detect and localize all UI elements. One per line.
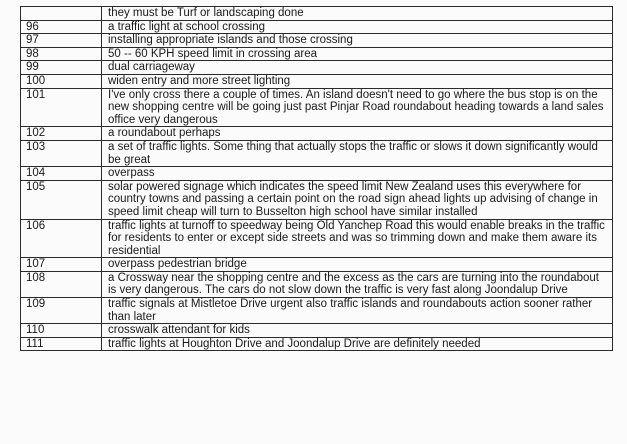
response-text-cell: traffic signals at Mistletoe Drive urgent also traffic islands and roundabouts action sooner rather than later [102, 298, 613, 324]
table-row [21, 298, 613, 324]
response-text-cell: dual carriageway [102, 61, 613, 75]
row-number-cell: 109 [21, 298, 102, 324]
response-text-cell: installing appropriate islands and those crossing [102, 34, 613, 48]
table-row [21, 271, 613, 297]
row-number-cell: 104 [21, 167, 102, 181]
row-number-cell: 101 [21, 88, 102, 127]
row-number-cell: 102 [21, 127, 102, 141]
table-row [21, 337, 613, 351]
table-row [21, 47, 613, 61]
row-number-cell: 110 [21, 324, 102, 338]
table-row [21, 88, 613, 127]
response-text-cell: solar powered signage which indicates the speed limit New Zealand uses this everywhere for country towns and passing a certain point on the road sign ahead lights up advising of change in speed limit cheap will turn to Busselton high school have similar installed [102, 180, 613, 219]
table-row [21, 61, 613, 75]
response-text-cell: they must be Turf or landscaping done [102, 7, 613, 21]
row-number-cell [21, 7, 102, 21]
row-number-cell: 111 [21, 337, 102, 351]
row-number-cell: 100 [21, 74, 102, 88]
response-text-cell: I've only cross there a couple of times. An island doesn't need to go where the bus stop is on the new shopping centre will be going just past Pinjar Road roundabout heading towards a land sales office very dangerous [102, 88, 613, 127]
responses-table [20, 6, 613, 351]
response-text-cell: crosswalk attendant for kids [102, 324, 613, 338]
table-row [21, 258, 613, 272]
response-text-cell: a traffic light at school crossing [102, 20, 613, 34]
row-number-cell: 97 [21, 34, 102, 48]
response-text-cell: a roundabout perhaps [102, 127, 613, 141]
responses-table-body [21, 7, 613, 351]
table-row [21, 74, 613, 88]
row-number-cell: 108 [21, 271, 102, 297]
row-number-cell: 105 [21, 180, 102, 219]
row-number-cell: 103 [21, 140, 102, 166]
response-text-cell: traffic lights at turnoff to speedway being Old Yanchep Road this would enable breaks in the traffic for residents to enter or except side streets and was so trimming down and make them aware its residential [102, 219, 613, 258]
row-number-cell: 106 [21, 219, 102, 258]
response-text-cell: overpass pedestrian bridge [102, 258, 613, 272]
response-text-cell: traffic lights at Houghton Drive and Joondalup Drive are definitely needed [102, 337, 613, 351]
table-row [21, 324, 613, 338]
table-row [21, 180, 613, 219]
response-text-cell: 50 -- 60 KPH speed limit in crossing area [102, 47, 613, 61]
row-number-cell: 98 [21, 47, 102, 61]
row-number-cell: 107 [21, 258, 102, 272]
table-row [21, 140, 613, 166]
table-row [21, 34, 613, 48]
table-row [21, 127, 613, 141]
response-text-cell: a Crossway near the shopping centre and the excess as the cars are turning into the roundabout is very dangerous. The cars do not slow down the traffic is very fast along Joondalup Drive [102, 271, 613, 297]
table-row [21, 167, 613, 181]
table-row [21, 20, 613, 34]
response-text-cell: a set of traffic lights. Some thing that actually stops the traffic or slows it down significantly would be great [102, 140, 613, 166]
table-row [21, 219, 613, 258]
response-text-cell: widen entry and more street lighting [102, 74, 613, 88]
row-number-cell: 99 [21, 61, 102, 75]
response-text-cell: overpass [102, 167, 613, 181]
row-number-cell: 96 [21, 20, 102, 34]
table-row [21, 7, 613, 21]
